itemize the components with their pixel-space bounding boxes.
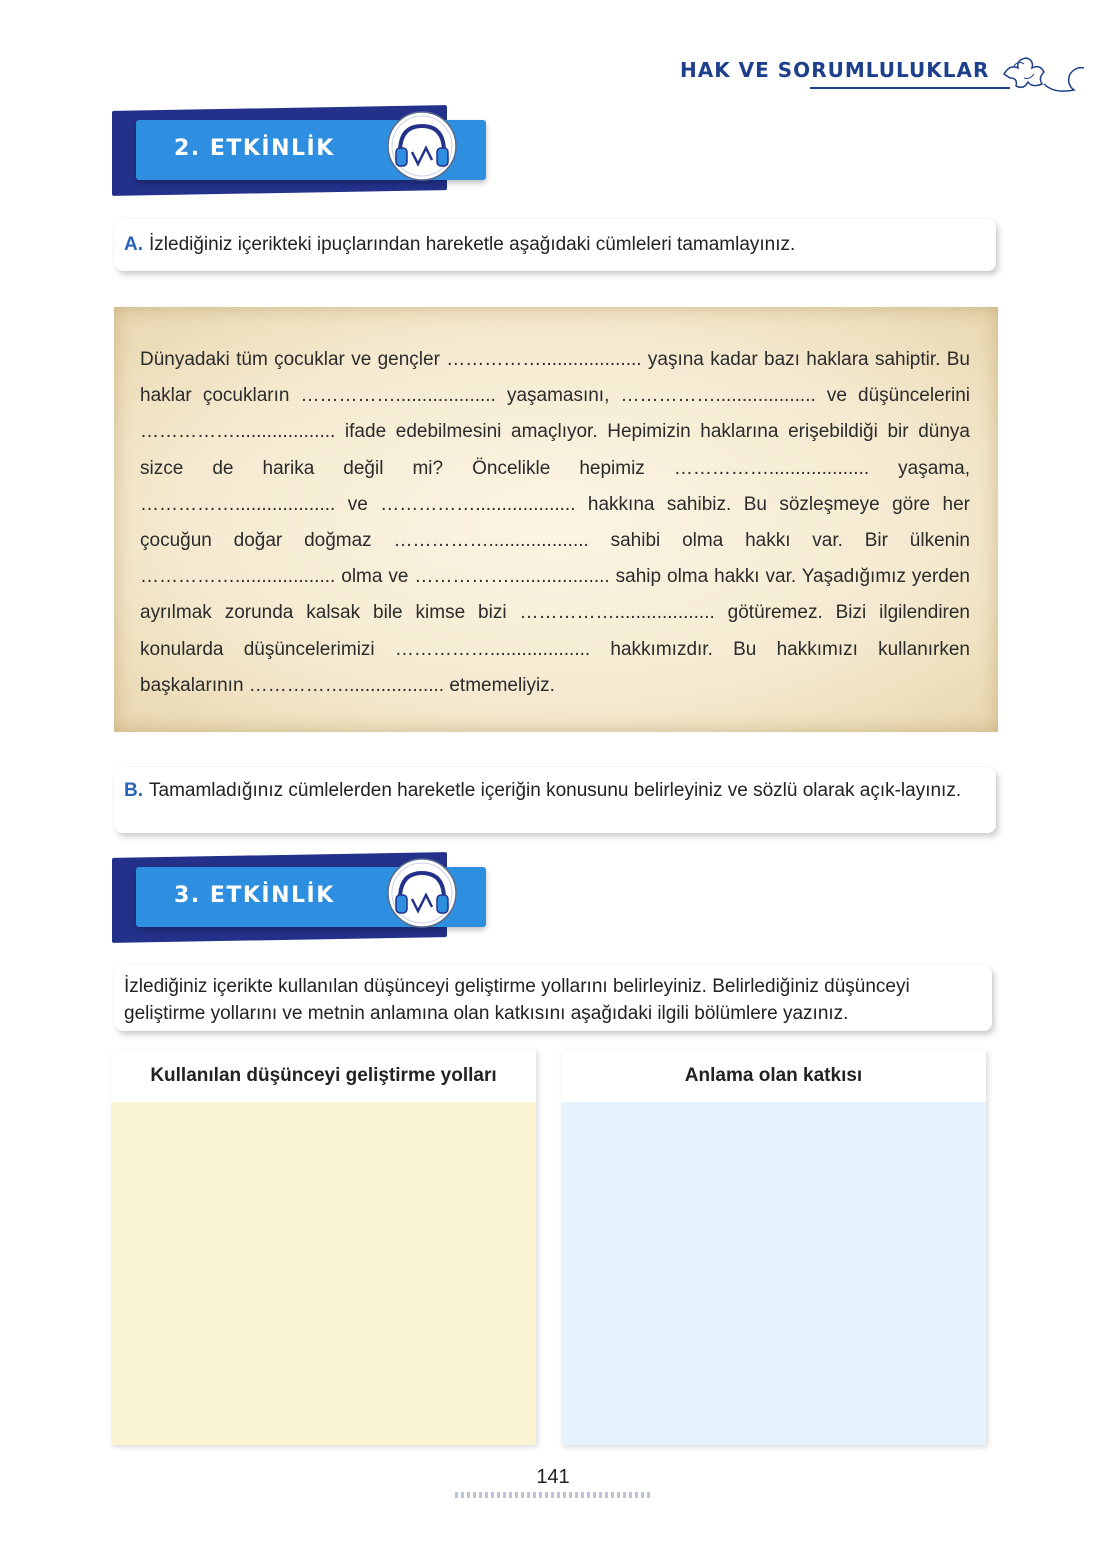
- activity-3-instruction-text: İzlediğiniz içerikte kullanılan düşünceyi geliştirme yollarını belirleyiniz. Belirlediğiniz düşünceyi geliştirme yollarını ve metnin anlamına olan katkısını aşağıdaki ilgili bölümlere yazınız.: [124, 976, 910, 1024]
- part-a-letter: A.: [124, 234, 143, 255]
- unit-title: HAK VE SORUMLULUKLAR: [680, 58, 990, 82]
- headphone-icon[interactable]: [384, 108, 460, 184]
- activity-2-title: 2. ETKİNLİK: [174, 136, 335, 161]
- part-a-text: İzlediğiniz içerikteki ipuçlarından hareketle aşağıdaki cümleleri tamamlayınız.: [149, 234, 796, 255]
- contribution-answer-area[interactable]: [561, 1050, 986, 1445]
- puzzle-swirl-icon: [994, 44, 1094, 104]
- fill-in-paragraph-box: [114, 307, 998, 732]
- part-b-text: Tamamladığınız cümlelerden hareketle içeriğin konusunu belirleyiniz ve sözlü olarak açık-layınız.: [149, 780, 962, 801]
- part-b-letter: B.: [124, 780, 143, 801]
- activity-3-banner: [112, 855, 482, 947]
- headphone-icon[interactable]: [384, 855, 460, 931]
- fill-in-paragraph: Dünyadaki tüm çocuklar ve gençler ……………................... yaşına kadar bazı haklara sahiptir. Bu haklar çocukların ……………................... yaşamasını, ……………................... ve düşüncelerini ……………................... ifade edebilmesini amaçlıyor. Hepimizin haklarına erişebildiği bir dünya sizce de harika değil mi? Öncelikle hepimiz ……………................... yaşama, ……………................... ve ……………................... hakkına sahibiz. Bu sözleşmeye göre her çocuğun doğar doğmaz ……………................... sahibi olma hakkı var. Bir ülkenin ……………................... olma ve ……………................... sahip olma hakkı var. Yaşadığımız yerden ayrılmak zorunda kalsak bile kimse bizi ……………................... götüremez. Bizi ilgilendiren konularda düşüncelerimizi ……………................... hakkımızdır. Bu hakkımızı kullanırken başkalarının ……………................... etmemeliyiz.: [140, 349, 970, 696]
- methods-column-header: Kullanılan düşünceyi geliştirme yolları: [111, 1050, 536, 1102]
- part-b-instruction: [114, 767, 996, 833]
- header-underline: [810, 87, 1010, 89]
- methods-answer-area[interactable]: [111, 1050, 536, 1445]
- activity-3-instruction: [114, 965, 992, 1031]
- part-a-instruction: [114, 219, 996, 271]
- page-number: 141: [536, 1466, 570, 1488]
- contribution-column-header: Anlama olan katkısı: [561, 1050, 986, 1102]
- activity-2-banner: [112, 108, 482, 200]
- page-number-ornament: [455, 1492, 651, 1498]
- activity-3-title: 3. ETKİNLİK: [174, 883, 335, 908]
